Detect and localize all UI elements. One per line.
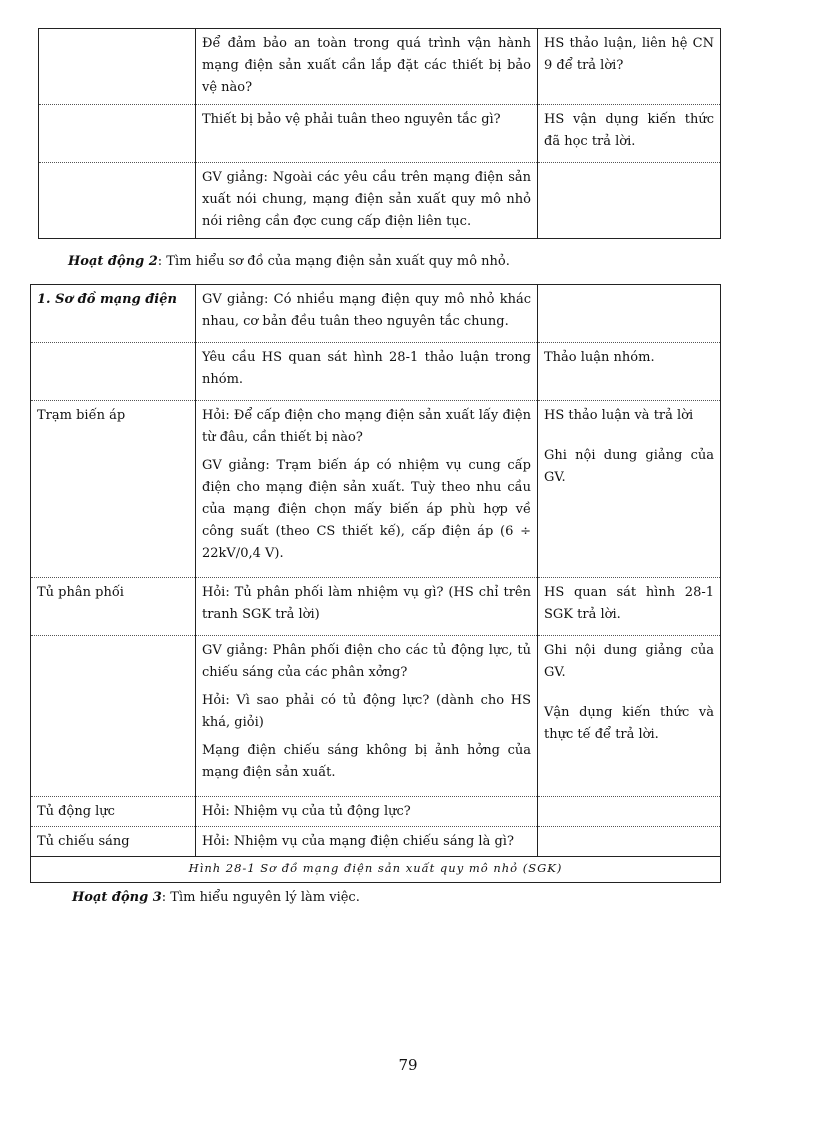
table-cell — [538, 401, 721, 578]
table-cell: Trạm biến áp — [31, 401, 196, 578]
table-row — [39, 29, 721, 105]
table-cell — [538, 285, 721, 343]
spacer — [544, 433, 714, 445]
cell-paragraph: Thảo luận nhóm. — [544, 350, 655, 365]
table-cell — [196, 797, 538, 827]
table-cell — [538, 827, 721, 857]
activity-label: Hoạt động 2 — [68, 254, 158, 269]
table-cell: HS vận dụng kiến thức đã học trả lời. — [538, 105, 721, 163]
table-cell — [39, 105, 196, 163]
cell-paragraph: HS thảo luận và trả lời — [544, 408, 694, 423]
table-cell: GV giảng: Ngoài các yêu cầu trên mạng điện sản xuất nói chung, mạng điện sản xuất quy mô nhỏ nói riêng cần đợc cung cấp điện liên tục. — [196, 163, 538, 239]
table-cell — [538, 636, 721, 797]
table-row — [31, 401, 721, 578]
cell-paragraph: Hỏi: Để cấp điện cho mạng điện sản xuất lấy điện từ đâu, cần thiết bị nào? — [202, 408, 531, 445]
table-row — [31, 636, 721, 797]
table-row — [31, 797, 721, 827]
cell-paragraph: HS quan sát hình 28-1 SGK trả lời. — [544, 585, 714, 622]
table-row — [31, 857, 721, 883]
table-cell — [39, 29, 196, 105]
table-cell — [538, 163, 721, 239]
table-cell — [538, 797, 721, 827]
cell-paragraph: Yêu cầu HS quan sát hình 28-1 thảo luận trong nhóm. — [202, 350, 531, 387]
cell-paragraph: Ghi nội dung giảng của GV. — [544, 643, 714, 680]
table-cell — [196, 636, 538, 797]
cell-paragraph: Hỏi: Vì sao phải có tủ động lực? (dành cho HS khá, giỏi) — [202, 693, 531, 730]
table-cell — [196, 827, 538, 857]
table-row — [31, 285, 721, 343]
activity-label: Hoạt động 3 — [72, 890, 162, 905]
table-cell: Để đảm bảo an toàn trong quá trình vận hành mạng điện sản xuất cần lắp đặt các thiết bị bảo vệ nào? — [196, 29, 538, 105]
activity-text: : Tìm hiểu sơ đồ của mạng điện sản xuất quy mô nhỏ. — [157, 254, 510, 269]
table-row — [31, 578, 721, 636]
table-cell: HS thảo luận, liên hệ CN 9 để trả lời? — [538, 29, 721, 105]
cell-paragraph: GV giảng: Phân phối điện cho các tủ động lực, tủ chiếu sáng của các phân xởng? — [202, 643, 531, 680]
table-cell — [196, 285, 538, 343]
cell-paragraph: Hỏi: Tủ phân phối làm nhiệm vụ gì? (HS chỉ trên tranh SGK trả lời) — [202, 585, 531, 622]
page-number: 79 — [398, 1056, 418, 1074]
table-cell — [31, 343, 196, 401]
table-cell: Thiết bị bảo vệ phải tuân theo nguyên tắc gì? — [196, 105, 538, 163]
table-cell: Tủ phân phối — [31, 578, 196, 636]
cell-paragraph: Ghi nội dung giảng của GV. — [544, 448, 714, 485]
table-row — [31, 827, 721, 857]
section-heading: 1. Sơ đồ mạng điện — [31, 285, 196, 343]
table-cell: Tủ động lực — [31, 797, 196, 827]
lesson-table-diagram — [30, 284, 721, 883]
table-cell — [538, 578, 721, 636]
table-cell: Tủ chiếu sáng — [31, 827, 196, 857]
table-cell — [31, 636, 196, 797]
activity-text: : Tìm hiểu nguyên lý làm việc. — [161, 890, 360, 905]
cell-paragraph: Hỏi: Nhiệm vụ của tủ động lực? — [202, 804, 411, 819]
lesson-table-top — [38, 28, 721, 239]
table-row — [31, 343, 721, 401]
cell-paragraph: Hỏi: Nhiệm vụ của mạng điện chiếu sáng là gì? — [202, 834, 514, 849]
cell-paragraph: GV giảng: Trạm biến áp có nhiệm vụ cung cấp điện cho mạng điện sản xuất. Tuỳ theo nhu cầu của mạng điện chọn mấy biến áp phù hợp về công suất (theo CS thiết kế), cấp điện áp (6 ÷ 22kV/0,4 V). — [202, 458, 531, 561]
activity-3-heading — [72, 890, 360, 905]
figure-caption: Hình 28-1 Sơ đồ mạng điện sản xuất quy mô nhỏ (SGK) — [31, 857, 721, 883]
cell-paragraph: GV giảng: Có nhiều mạng điện quy mô nhỏ khác nhau, cơ bản đều tuân theo nguyên tắc chung. — [202, 292, 531, 329]
table-row — [39, 105, 721, 163]
spacer — [544, 690, 714, 702]
table-cell — [196, 578, 538, 636]
table-cell — [196, 343, 538, 401]
table-cell — [196, 401, 538, 578]
cell-paragraph: Vận dụng kiến thức và thực tế để trả lời. — [544, 705, 714, 742]
table-cell — [39, 163, 196, 239]
table-cell — [538, 343, 721, 401]
table-row — [39, 163, 721, 239]
cell-paragraph: Mạng điện chiếu sáng không bị ảnh hởng của mạng điện sản xuất. — [202, 743, 531, 780]
activity-2-heading — [68, 254, 510, 269]
